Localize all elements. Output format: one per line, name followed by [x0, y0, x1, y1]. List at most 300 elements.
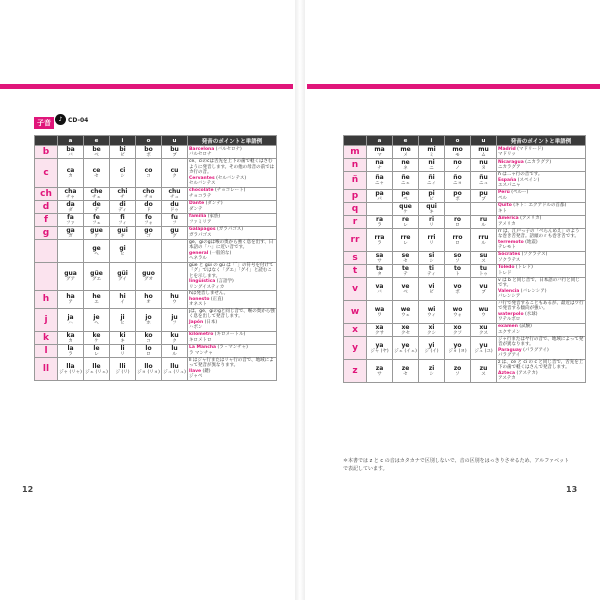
syllable-spanish: ro: [453, 215, 462, 223]
syllable-cell: [162, 146, 188, 159]
syllable-kana: キ: [120, 338, 125, 344]
syllable-spanish: ba: [66, 146, 75, 153]
syllable-kana: ド: [146, 207, 151, 213]
example-translation: (マドリード): [515, 146, 544, 152]
header-consonant: [35, 136, 58, 146]
syllable-spanish: ña: [375, 174, 384, 182]
syllable-spanish: cu: [170, 166, 179, 174]
syllable-spanish: re: [401, 215, 410, 223]
syllable-spanish: yu: [479, 341, 488, 349]
syllable-kana: ファ: [66, 220, 75, 226]
syllable-spanish: ri: [428, 215, 434, 223]
syllable-cell: [162, 213, 188, 226]
example-word: La Mancha: [189, 345, 217, 350]
table-row: [344, 336, 586, 359]
syllable-kana: イ: [120, 300, 125, 306]
syllable-kana: フ: [172, 220, 177, 226]
consonant-cell: ll: [35, 357, 58, 380]
syllable-kana: ヌ: [481, 166, 486, 171]
example-translation: (セルバンテス): [214, 175, 247, 181]
pronunciation-note: v は b と同じ音で、日本語のバ行と同じです。: [498, 277, 580, 288]
syllable-cell: [367, 264, 393, 277]
syllable-cell: [110, 213, 136, 226]
syllable-kana: ニェ: [401, 181, 410, 187]
syllable-spanish: xa: [375, 323, 384, 331]
syllable-cell: [162, 239, 188, 262]
syllable-spanish: pu: [479, 189, 488, 197]
example-kana: キロメトロ: [189, 337, 212, 343]
page-gutter: [295, 0, 305, 600]
syllable-spanish: ha: [66, 293, 75, 301]
syllable-kana: ト: [455, 271, 460, 277]
header-vowel-o: o: [136, 136, 162, 146]
syllable-spanish: bu: [170, 146, 179, 153]
example-kana: チョコラテ: [189, 193, 212, 199]
syllable-spanish: fa: [67, 213, 74, 221]
section-label: 子音: [34, 117, 54, 129]
example-word: Valencia: [498, 288, 520, 294]
notes-cell: [188, 226, 277, 239]
syllable-kana: ル: [172, 351, 177, 357]
syllable-cell: [471, 264, 497, 277]
syllable-spanish: fo: [145, 213, 152, 221]
syllable-kana: ダ: [68, 207, 73, 213]
syllable-kana: ル: [481, 222, 486, 228]
syllable-kana: ア: [68, 300, 73, 306]
syllable-cell: [471, 172, 497, 190]
page-number-right: 13: [566, 485, 578, 494]
table-row: [35, 239, 277, 262]
syllable-cell: [393, 146, 419, 159]
syllable-kana: グ: [172, 233, 177, 239]
notes-cell: [497, 202, 586, 215]
example-kana: バルセロナ: [189, 152, 212, 157]
syllable-spanish: ka: [66, 331, 75, 339]
cd-track-label: CD-04: [68, 117, 89, 124]
syllable-kana: ヒ: [120, 320, 125, 326]
cd-icon[interactable]: ♪: [55, 114, 66, 125]
syllable-kana: ロ: [455, 222, 460, 228]
syllable-kana: ノ: [455, 166, 460, 171]
example-word: Galápagos: [189, 227, 216, 232]
syllable-spanish: du: [170, 200, 179, 208]
syllable-cell: [419, 228, 445, 251]
example-translation: (鍵): [201, 368, 211, 374]
syllable-cell: [393, 159, 419, 172]
syllable-kana: ウィ: [427, 312, 436, 318]
example-kana: パラグアイ: [498, 353, 521, 358]
syllable-cell: [471, 159, 497, 172]
syllable-kana: グア: [66, 277, 75, 283]
syllable-kana: チ: [120, 194, 125, 200]
syllable-cell: [393, 323, 419, 336]
example-translation: (地震): [523, 239, 538, 245]
syllable-kana: ガ: [68, 233, 73, 239]
notes-cell: [497, 251, 586, 264]
syllable-cell: [367, 215, 393, 228]
syllable-cell: [471, 215, 497, 228]
syllable-spanish: cho: [142, 187, 155, 195]
syllable-spanish: ma: [374, 146, 385, 153]
syllable-cell: [393, 264, 419, 277]
syllable-kana: グイ: [118, 277, 127, 283]
syllable-kana: ロ: [146, 351, 151, 357]
syllable-cell: [136, 308, 162, 331]
syllable-spanish: ru: [479, 215, 488, 223]
syllable-spanish: xi: [428, 323, 435, 331]
syllable-kana: ティ: [427, 271, 436, 277]
example-translation: (アステカ): [515, 370, 538, 376]
footnote: ＊本書では z と c の音はカタカナで区別しないで、音の区別をはっきりさせるため、アルファベットで表記しています。: [343, 458, 570, 472]
syllable-cell: [162, 187, 188, 200]
example-word: llave: [189, 368, 202, 374]
syllable-cell: [393, 336, 419, 359]
example-word: familia: [189, 214, 207, 219]
syllable-spanish: gui: [117, 226, 128, 234]
syllable-spanish: tu: [479, 264, 488, 272]
example-translation: (ニカラグア): [523, 159, 552, 165]
syllable-cell: [162, 226, 188, 239]
syllable-spanish: pi: [428, 189, 435, 197]
left-header-bar: [0, 84, 293, 89]
syllable-cell: [367, 189, 393, 202]
syllable-kana: クシ: [427, 330, 436, 336]
notes-cell: [497, 189, 586, 202]
syllable-spanish: ta: [376, 264, 383, 272]
syllable-cell: [110, 239, 136, 262]
notes-cell: [497, 159, 586, 172]
syllable-kana: ナ: [377, 166, 382, 171]
consonant-cell: k: [35, 331, 58, 344]
syllable-spanish: ke: [92, 331, 101, 339]
syllable-cell: [471, 202, 497, 215]
syllable-cell: [393, 215, 419, 228]
syllable-kana: クサ: [375, 330, 384, 336]
consonant-cell: rr: [344, 228, 367, 251]
syllable-cell: [136, 291, 162, 309]
syllable-cell: [445, 172, 471, 190]
syllable-kana: トゥ: [479, 271, 488, 277]
syllable-spanish: llo: [144, 362, 153, 370]
syllable-kana: ク: [172, 173, 177, 179]
syllable-cell: [367, 202, 393, 215]
syllable-cell: [110, 357, 136, 380]
syllable-spanish: wo: [452, 305, 463, 313]
syllable-cell: [419, 146, 445, 159]
syllable-kana: ディ: [118, 207, 127, 213]
syllable-kana: ヒ: [120, 251, 125, 257]
syllable-kana: コ: [146, 173, 151, 179]
example-translation: (水球): [523, 311, 538, 317]
syllable-spanish: no: [453, 159, 462, 166]
syllable-spanish: rru: [478, 233, 489, 241]
header-vowel-u: u: [471, 136, 497, 146]
example-word: general: [189, 250, 209, 256]
syllable-kana: ソ: [455, 258, 460, 264]
syllable-cell: [136, 226, 162, 239]
example-kana: ラ マンチャ: [189, 350, 213, 356]
header-vowel-u: u: [162, 136, 188, 146]
consonant-cell: f: [35, 213, 58, 226]
header-vowel-i: i: [110, 136, 136, 146]
syllable-cell: [419, 202, 445, 215]
consonant-cell: ch: [35, 187, 58, 200]
syllable-spanish: ko: [144, 331, 153, 339]
syllable-cell: [136, 159, 162, 188]
syllable-cell: [419, 172, 445, 190]
syllable-cell: [445, 359, 471, 382]
notes-cell: [497, 300, 586, 323]
syllable-cell: [393, 300, 419, 323]
syllable-spanish: lu: [171, 344, 178, 352]
example-translation: (ソクラテス): [520, 252, 548, 257]
example-translation: (家族): [206, 214, 221, 219]
syllable-spanish: ga: [66, 226, 75, 234]
consonant-cell: b: [35, 146, 58, 159]
syllable-spanish: cha: [64, 187, 77, 195]
syllable-spanish: ya: [375, 341, 384, 349]
syllable-spanish: me: [400, 146, 411, 153]
syllable-kana: フィ: [118, 220, 127, 226]
syllable-cell: [84, 213, 110, 226]
pronunciation-note: ジャ行またはヤ行の音で、地域によって発音が異なります。: [498, 336, 584, 347]
syllable-cell: [58, 357, 84, 380]
example-translation: (アメリカ): [518, 216, 542, 221]
notes-cell: [188, 239, 277, 262]
table-row: [35, 159, 277, 188]
syllable-spanish: he: [92, 293, 101, 301]
example-translation: (バルセロナ): [214, 146, 242, 152]
syllable-kana: グオ: [144, 277, 153, 283]
syllable-spanish: yi: [428, 341, 435, 349]
example-kana: ワテルポロ: [498, 317, 521, 322]
syllable-kana: プ: [481, 196, 486, 202]
syllable-cell: [162, 200, 188, 213]
syllable-cell: [84, 226, 110, 239]
syllable-kana: ホ: [146, 320, 151, 326]
syllable-spanish: lli: [119, 362, 126, 370]
syllable-kana: カ: [68, 173, 73, 179]
syllable-spanish: ño: [453, 174, 462, 182]
syllable-spanish: bi: [119, 146, 126, 153]
syllable-spanish: gu: [170, 226, 179, 234]
syllable-spanish: ge: [92, 244, 101, 252]
syllable-cell: [471, 300, 497, 323]
consonant-cell: p: [344, 189, 367, 202]
syllable-cell: [445, 189, 471, 202]
table-row: [344, 264, 586, 277]
example-translation: (試験): [517, 324, 532, 329]
syllable-kana: バ: [377, 289, 382, 295]
syllable-cell: [58, 200, 84, 213]
consonant-cell: [35, 262, 58, 291]
syllable-cell: [445, 215, 471, 228]
pronunciation-note: ñ は二ャ行の音です。: [498, 172, 543, 177]
consonant-cell: d: [35, 200, 58, 213]
syllable-kana: カ: [68, 338, 73, 344]
pronunciation-note: ll はジャ行またはリャ行の音で、地域によって発音が異なります。: [189, 357, 274, 368]
syllable-cell: [110, 262, 136, 291]
syllable-cell: [58, 159, 84, 188]
pronunciation-note: ce、ciのcは舌先を上下の歯で軽くはさむように発音します。その他の母音の前ではカ行の音。: [189, 159, 275, 175]
table-row: [344, 251, 586, 264]
example-kana: テレモト: [498, 245, 516, 250]
notes-cell: [497, 359, 586, 382]
example-kana: ハポン: [189, 325, 203, 330]
syllable-cell: [471, 336, 497, 359]
syllable-spanish: lla: [66, 362, 75, 370]
example-translation: (パラグアイ): [521, 347, 549, 353]
syllable-cell: [136, 200, 162, 213]
syllable-cell: [136, 187, 162, 200]
syllable-kana: ブ: [481, 289, 486, 295]
syllable-kana: フ: [172, 320, 177, 326]
syllable-kana: ジャ (リャ): [59, 369, 82, 375]
consonant-cell: g: [35, 226, 58, 239]
syllable-kana: チュ: [170, 194, 179, 200]
consonant-cell: s: [344, 251, 367, 264]
syllable-kana: ジュ (ユ): [474, 348, 493, 354]
syllable-cell: [367, 300, 393, 323]
syllable-spanish: do: [144, 200, 153, 208]
notes-cell: [188, 344, 277, 357]
syllable-kana: レ: [403, 222, 408, 228]
header-consonant: [344, 136, 367, 146]
syllable-cell: [84, 331, 110, 344]
syllable-spanish: je: [93, 313, 100, 321]
syllable-cell: [445, 159, 471, 172]
notes-cell: [497, 323, 586, 336]
syllable-spanish: pa: [375, 189, 384, 197]
syllable-kana: テ: [403, 271, 408, 277]
syllable-spanish: di: [119, 200, 126, 208]
syllable-kana: ウ: [481, 312, 486, 318]
example-translation: (トレド): [514, 265, 533, 270]
syllable-kana: ケ: [94, 338, 99, 344]
syllable-kana: セ: [403, 258, 408, 264]
page-number-left: 12: [22, 485, 34, 494]
syllable-kana: ジェ (リェ): [85, 369, 108, 375]
syllable-kana: ボ: [146, 153, 151, 158]
table-row: [344, 359, 586, 382]
consonant-cell: [35, 239, 58, 262]
syllable-kana: チェ: [92, 194, 101, 200]
consonant-cell: y: [344, 336, 367, 359]
syllable-spanish: si: [428, 251, 435, 259]
syllable-kana: メ: [403, 153, 408, 158]
example-word: Japón: [189, 319, 204, 325]
table-row: [344, 189, 586, 202]
header-vowel-e: e: [84, 136, 110, 146]
header-vowel-i: i: [419, 136, 445, 146]
syllable-cell: [471, 277, 497, 300]
syllable-cell: [445, 264, 471, 277]
example-kana: ジャベ: [189, 374, 203, 379]
syllable-cell: [471, 146, 497, 159]
syllable-cell: [445, 146, 471, 159]
example-word: waterpolo: [498, 311, 524, 317]
syllable-spanish: fi: [120, 213, 125, 221]
syllable-cell: [367, 159, 393, 172]
example-translation: (ダンテ): [204, 201, 223, 206]
syllable-kana: ウェ: [401, 312, 410, 318]
syllable-spanish: che: [90, 187, 103, 195]
syllable-spanish: de: [92, 200, 101, 208]
syllable-spanish: wa: [374, 305, 385, 313]
syllable-kana: コ: [146, 338, 151, 344]
syllable-kana: パ: [377, 196, 382, 202]
pronunciation-note: jは、ge、giのgと同じ音で、喉の奥から強く息を出して発音します。: [189, 308, 275, 319]
example-translation: (一般的な): [208, 250, 232, 256]
syllable-kana: ラ: [377, 222, 382, 228]
example-word: Barcelona: [189, 146, 215, 152]
syllable-spanish: ne: [401, 159, 410, 166]
syllable-spanish: nu: [479, 159, 488, 166]
syllable-cell: [367, 146, 393, 159]
syllable-cell: [419, 300, 445, 323]
syllable-kana: クス: [479, 330, 488, 336]
syllable-spanish: ye: [401, 341, 410, 349]
syllable-kana: ジェ (イェ): [394, 348, 417, 354]
header-vowel-a: a: [367, 136, 393, 146]
syllable-cell: [110, 200, 136, 213]
syllable-spanish: ze: [401, 364, 410, 372]
syllable-spanish: ni: [428, 159, 435, 166]
syllable-cell: [136, 262, 162, 291]
syllable-kana: ロ: [455, 240, 460, 246]
syllable-spanish: wu: [478, 305, 489, 313]
notes-cell: [497, 264, 586, 277]
syllable-kana: チャ: [66, 194, 75, 200]
pronunciation-note: z は、ce と ci の c と同じ音で、舌先を上下の歯で軽くはさんで発音します。: [498, 359, 584, 370]
syllable-cell: [445, 277, 471, 300]
syllable-kana: チョ: [144, 194, 153, 200]
table-row: [344, 215, 586, 228]
table-row: [344, 228, 586, 251]
syllable-kana: シ: [429, 258, 434, 264]
syllable-spanish: ju: [171, 313, 178, 321]
consonant-cell: n: [344, 159, 367, 172]
syllable-kana: グエ: [92, 277, 101, 283]
syllable-cell: [367, 359, 393, 382]
syllable-kana: リ: [429, 240, 434, 246]
syllable-cell: [162, 357, 188, 380]
example-word: Madrid: [498, 146, 516, 152]
syllable-cell: [367, 228, 393, 251]
pronunciation-note: ge、giのgは喉の奥から強く息を出す、日本語の「ハ」に近い音です。: [189, 239, 274, 250]
syllable-spanish: hi: [119, 293, 126, 301]
notes-cell: [188, 187, 277, 200]
syllable-spanish: ki: [119, 331, 126, 339]
syllable-spanish: ci: [119, 166, 126, 174]
example-translation: (キト：エクアドルの首都): [511, 203, 567, 208]
syllable-cell: [58, 226, 84, 239]
syllable-spanish: xe: [401, 323, 410, 331]
syllable-cell: [471, 359, 497, 382]
example-kana: ダンテ: [189, 206, 203, 212]
example-word: Toledo: [498, 265, 515, 270]
syllable-kana: ハ: [68, 320, 73, 326]
syllable-spanish: gua: [64, 270, 77, 278]
notes-cell: [188, 331, 277, 344]
consonant-cell: v: [344, 277, 367, 300]
syllable-cell: [471, 228, 497, 251]
example-word: honesto: [189, 296, 210, 302]
syllable-kana: セ: [94, 173, 99, 179]
syllable-cell: [110, 291, 136, 309]
consonant-cell: z: [344, 359, 367, 382]
syllable-cell: [58, 262, 84, 291]
